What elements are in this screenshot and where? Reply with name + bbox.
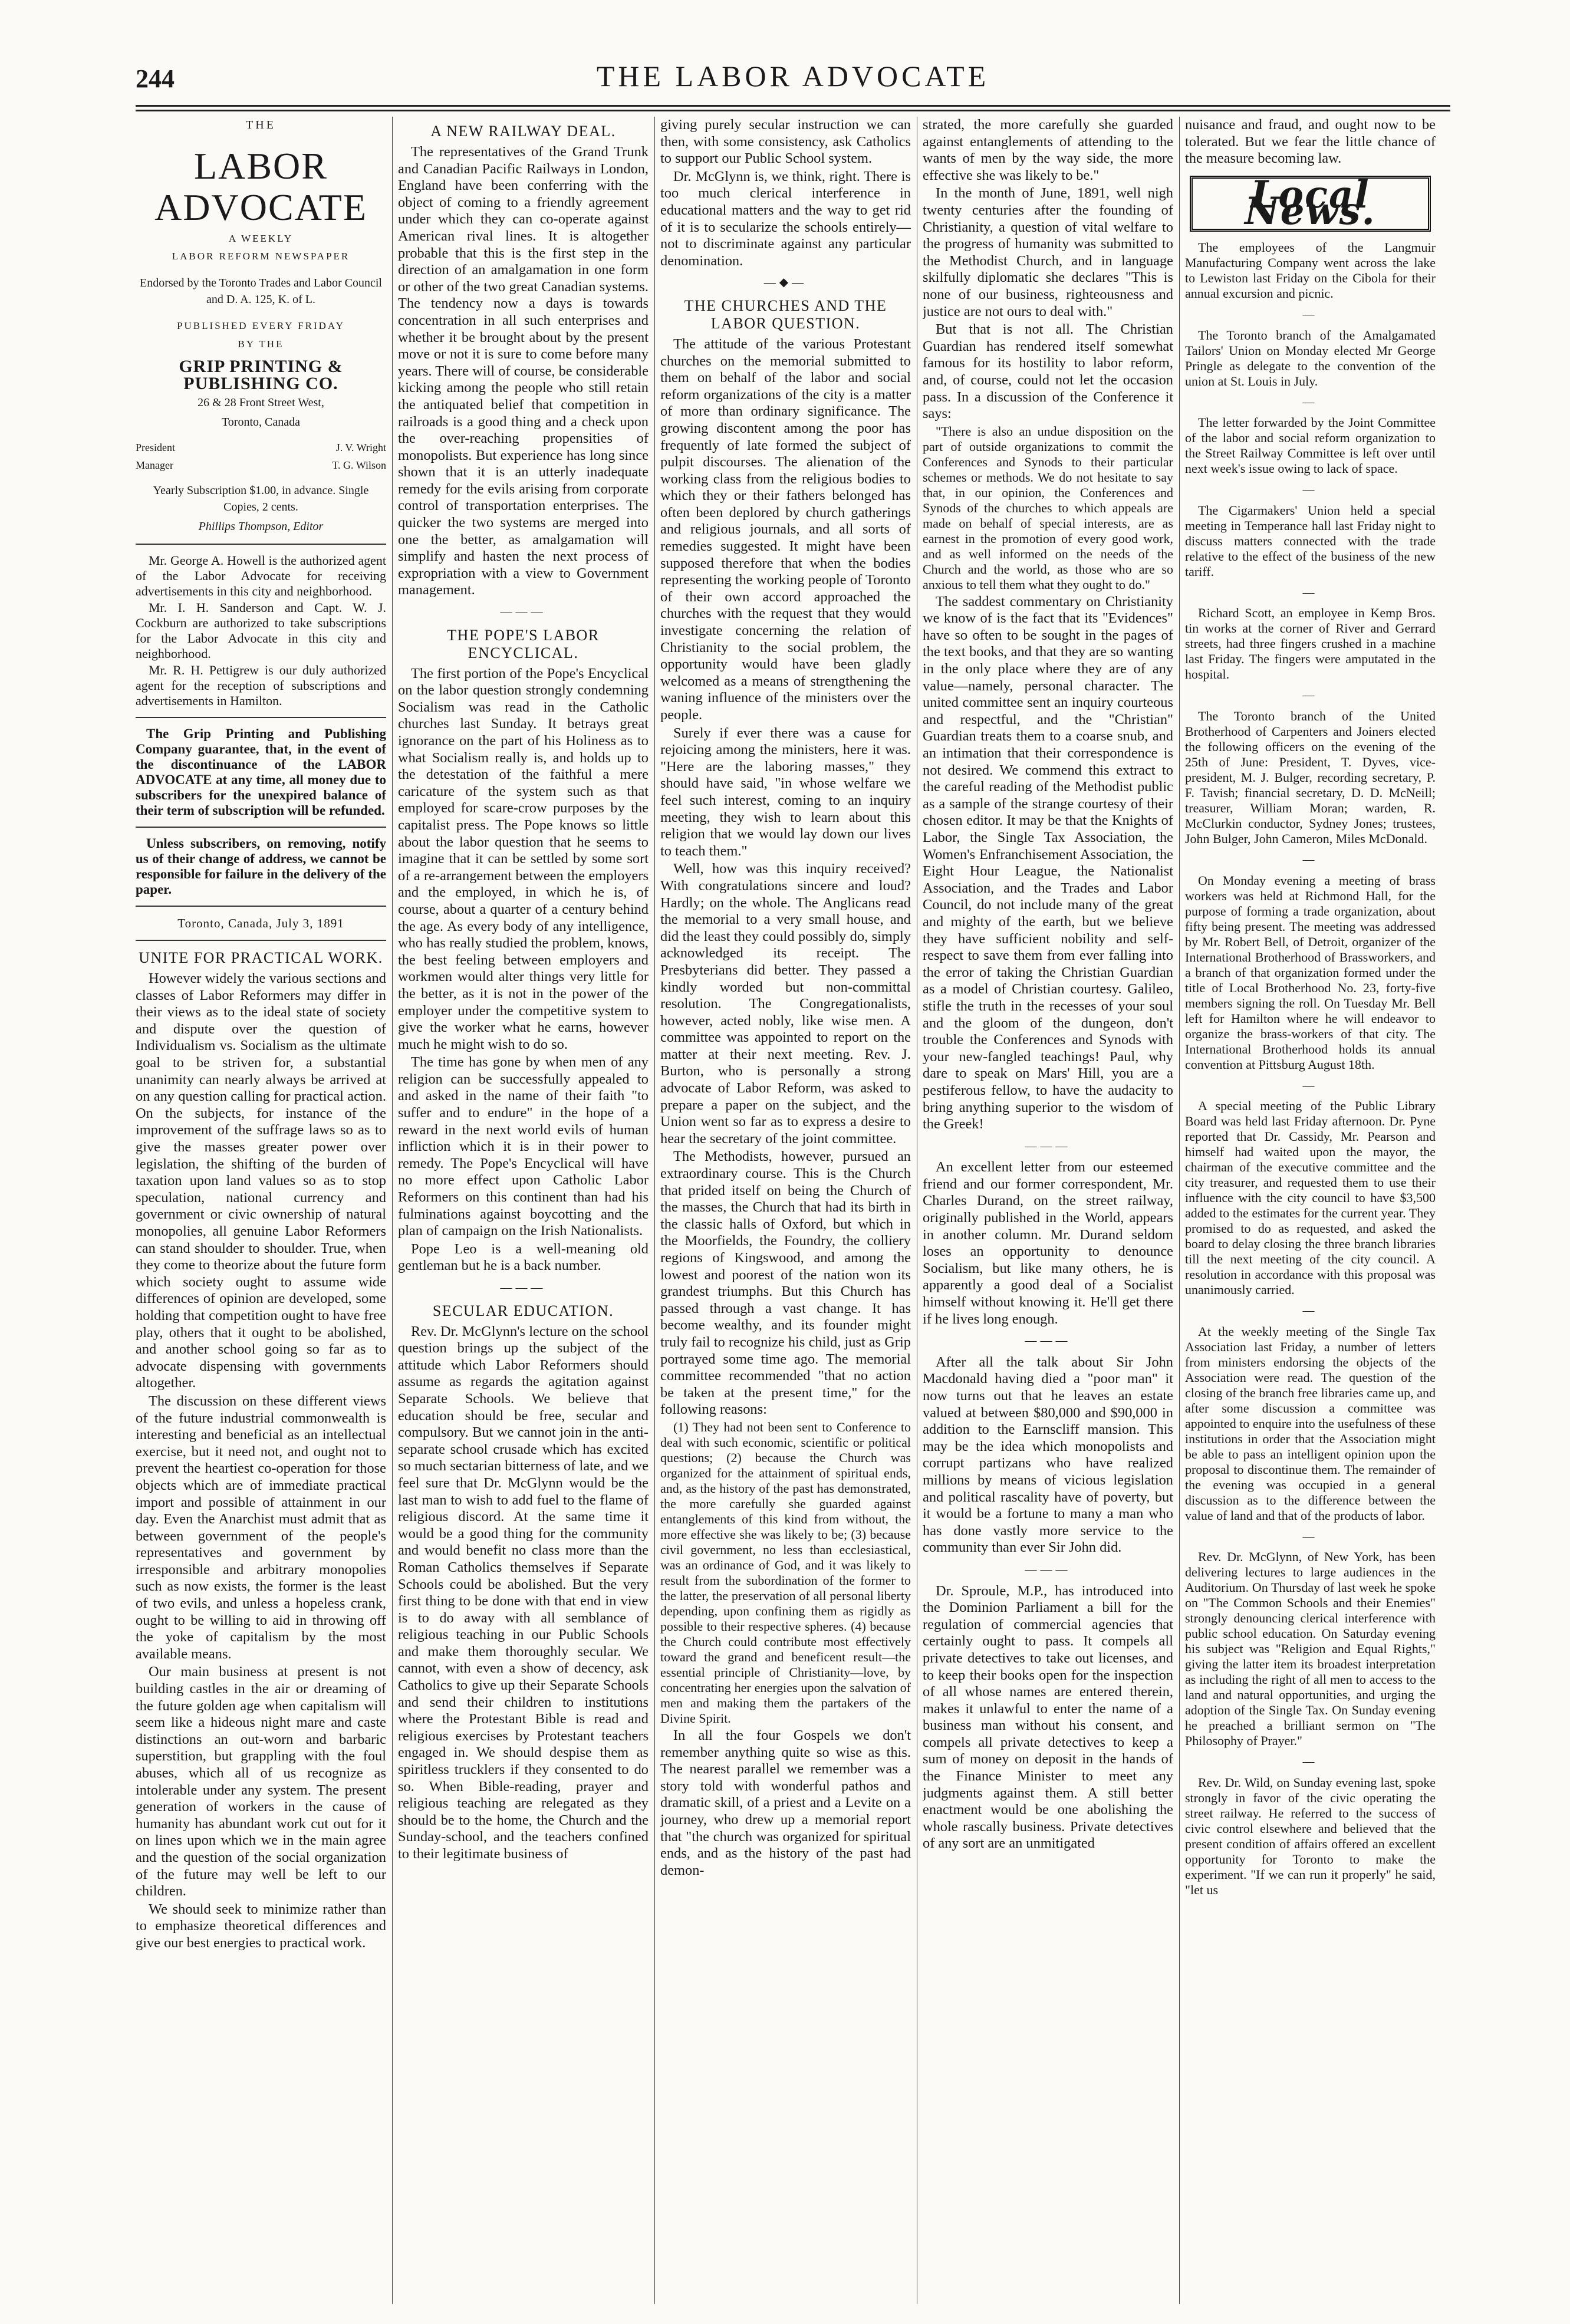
masthead-endorsement: Endorsed by the Toronto Trades and Labor Council and D. A. 125, K. of L. <box>140 276 382 307</box>
president-label: President <box>136 441 175 453</box>
column-rule <box>654 117 655 2304</box>
local-item: The Cigarmakers' Union held a special meeting in Temperance hall last Friday night to discuss matters connected with the trade relative to the effect of the business of the new tariff. <box>1185 502 1436 579</box>
separator: — <box>1302 395 1318 409</box>
article-quote: "There is also an undue disposition on the part of outside organizations to commit the Conferences and Synods to their particular schemes or methods. We do not hesitate to say that, in our opinion, the Conferences and Synods of the churches to which appeals are made on behalf of special interests, are as earnest in the promotion of every good work, and as well informed on the needs of the Church and the world, as those who are so anxious to tell them what they ought to do." <box>923 423 1173 592</box>
masthead-by: BY THE <box>238 338 284 350</box>
headline-churches: THE CHURCHES AND THE LABOR QUESTION. <box>684 297 887 332</box>
local-item: The Toronto branch of the Amalgamated Tailors' Union on Monday elected Mr George Pringle as delegate to the convention of the union at St. Louis in July. <box>1185 327 1436 389</box>
separator: — <box>1302 1755 1318 1769</box>
article-paragraph: But that is not all. The Christian Guardian has rendered itself somewhat famous for its hostility to labor reform, and, of course, could not let the occasion pass. In a discussion of the Conference it says: <box>923 321 1173 422</box>
article-paragraph: nuisance and fraud, and ought now to be tolerated. But we fear the little chance of the measure becoming law. <box>1185 117 1436 167</box>
column-rule <box>1179 117 1180 2304</box>
masthead-editor: Phillips Thompson, Editor <box>198 519 324 533</box>
article-paragraph: Surely if ever there was a cause for rejoicing among the ministers, here it was. "Here are the laboring masses," they should have said, "in whose welfare we feel such interest, coming to an inquiry meeting, they wish to learn about this religion that we would lay down our lives to teach them." <box>660 725 911 859</box>
separator: — <box>1302 852 1318 866</box>
article-paragraph: In the month of June, 1891, well nigh twenty centuries after the founding of Christianity, a question of vital welfare to the progress of humanity was submitted to the Methodist Church, and in language skilfully diplomatic she declares "This is none of our business, righteousness and justice are not ours to deal with." <box>923 185 1173 320</box>
masthead-the: THE <box>246 118 276 131</box>
headline-unite: UNITE FOR PRACTICAL WORK. <box>139 949 383 967</box>
journal-title: THE LABOR ADVOCATE <box>596 60 990 93</box>
article-paragraph: The first portion of the Pope's Encyclical on the labor question strongly condemning Socialism was read in the Catholic churches last Sunday. It betrays great ignorance on the part of his Holiness as to what Socialism really is, and holds up to the detestation of the faithful a mere caricature of the system such as that employed for scare-crow purposes by the capitalist press. The Pope knows so little about the labor question that he seems to imagine that it can be settled by some sort of a re-arrangement between the employers and the employed, in which he is, of course, about a quarter of a century behind the age. As every body of any intelligence, who has really studied the problem, knows, the best feeling between employers and workmen would alter things very little for the better, as it is not in the power of the employer under the competitive system to give the worker what he earns, however much he might wish to do so. <box>398 665 649 1052</box>
guarantee-notice: The Grip Printing and Publishing Company guarantee, that, in the event of the discontinuance of the LABOR ADVOCATE at any time, all money due to subscribers for the unexpired balance of their term of subscription will be refunded. <box>136 726 386 818</box>
separator: — <box>1302 307 1318 321</box>
article-paragraph: The representatives of the Grand Trunk and Canadian Pacific Railways in London, England have been conferring with the object of coming to a friendly agreement under which they can co-operate against American rival lines. It is altogether probable that this is the first step in the direction of an amalgamation in one form or other of the two great Canadian systems. The tendency now a days is towards concentration in all such enterprises and whether it be brought about by the present move or not it is sure to come before many years. There will of course, be considerable kicking among the people who still retain the antiquated belief that competition in railroads is a good thing and a check upon the over-reaching propensities of monopolists. But experience has long since shown that it is an utterly inadequate remedy for the evils arising from corporate control of transportation enterprises. The quicker the two systems are merged into one the better, as amalgamation will simplify and hasten the next process of expropriation with a view to Government management. <box>398 144 649 598</box>
dateline: Toronto, Canada, July 3, 1891 <box>177 916 344 930</box>
masthead-rule <box>136 906 386 907</box>
separator: ——— <box>500 605 547 619</box>
masthead-address: 26 & 28 Front Street West, <box>198 396 324 410</box>
manager-label: Manager <box>136 459 173 472</box>
separator: — <box>1302 1078 1318 1092</box>
article-paragraph: The time has gone by when men of any religion can be successfully appealed to and asked in the name of their faith "to suffer and to endure" in the hope of a reward in the next world evils of human infliction which it is in their power to remedy. The Pope's Encyclical will have no more effect upon Catholic Labor Reformers on this continent than had his fulminations against boycotting and the plan of campaign on the Irish Nationalists. <box>398 1054 649 1239</box>
article-paragraph: giving purely secular instruction we can then, with some consistency, ask Catholics to support our Public School system. <box>660 117 911 167</box>
column-2 <box>398 117 649 2304</box>
article-paragraph: Our main business at present is not building castles in the air or dreaming of the future golden age when capitalism will seem like a hideous night mare and caste distinctions an out-worn and barbaric superstition, but grappling with the foul abuses, which all of us recognize as intolerable under any system. The present generation of workers in the cause of humanity has abundant work cut out for it on lines upon which we in the main agree and the question of the social organization of the future may well be left to our children. <box>136 1664 386 1900</box>
article-paragraph: The saddest commentary on Christianity we know of is the fact that its "Evidences" have so often to be sought in the pages of the text books, and that they are so wanting in the only place where they are of any value—namely, personal character. The united committee sent an inquiry courteous and respectful, and the "Christian" Guardian treats them to a coarse snub, and an intimation that their correspondence is not desired. We commend this extract to the careful reading of the Methodist public as a sample of the strange courtesy of their chosen editor. It may be that the Knights of Labor, the Single Tax Association, the Women's Enfranchisement Association, the Eight Hour League, the Nationalist Association, and the Trades and Labor Council, do not include many of the great and mighty of the earth, but we believe they have sufficient nobility and self-respect to save them from ever falling into the error of taking the Christian Guardian as a model of Christian courtesy. Galileo, stifle the truth in the recesses of your soul and the gloom of the dungeon, don't trouble the Conferences and Synods with your new-fangled teachings! Paul, why dare to speak on Mars' Hill, you are a pestiferous fellow, to have the audacity to bring anything superior to the wisdom of the Greek! <box>923 593 1173 1133</box>
column-3 <box>660 117 911 2304</box>
running-head <box>136 59 1450 100</box>
header-rule-2 <box>136 110 1450 111</box>
article-paragraph: Dr. Sproule, M.P., has introduced into the Dominion Parliament a bill for the regulation of commercial agencies that certainly ought to pass. It compels all private detectives to take out licenses, and to keep their books open for the inspection of all whose names are entered therein, makes it unlawful to enter the name of a business man without his consent, and compels all private detectives to keep a sum of money on deposit in the hands of the Finance Minister to meet any judgments against them. A still better enactment would be one abolishing the whole rascally business. Private detectives of any sort are an unmitigated <box>923 1582 1173 1852</box>
separator: — <box>1302 1529 1318 1543</box>
masthead-city: Toronto, Canada <box>221 415 300 429</box>
article-paragraph: An excellent letter from our esteemed friend and our former correspondent, Mr. Charles Durand, on the street railway, originally published in the World, appears in another column. Mr. Durand seldom loses an opportunity to denounce Socialism, but like many others, he is apparently a good deal of a Socialist himself without knowing it. He'll get there if he lives long enough. <box>923 1159 1173 1327</box>
agent-notice: Mr. R. H. Pettigrew is our duly authorized agent for the reception of subscriptions and advertisements in Hamilton. <box>136 662 386 708</box>
masthead-title: LABOR ADVOCATE <box>154 144 367 228</box>
column-rule <box>392 117 393 2304</box>
separator: ——— <box>1025 1562 1071 1576</box>
masthead-subtitle: LABOR REFORM NEWSPAPER <box>172 251 350 262</box>
local-news-banner <box>1190 172 1431 234</box>
agent-notice: Mr. I. H. Sanderson and Capt. W. J. Cockburn are authorized to take subscriptions for the Labor Advocate in this city and neighborhood. <box>136 600 386 661</box>
masthead-company: GRIP PRINTING & PUBLISHING CO. <box>179 357 343 393</box>
local-item: At the weekly meeting of the Single Tax Association last Friday, a number of letters from ministers endorsing the objects of the Association were read. The question of the closing of the branch free libraries came up, and after some discussion a committee was appointed to enquire into the usefulness of these institutions in order that the Association might be able to pass an intelligent opinion upon the proposal to discontinue them. The remainder of the evening was occupied in a general discussion as to the difference between the value of land and that of the products of labor. <box>1185 1324 1436 1523</box>
article-paragraph: Pope Leo is a well-meaning old gentleman but he is a back number. <box>398 1240 649 1274</box>
masthead-weekly: A WEEKLY <box>228 232 294 244</box>
local-item: Richard Scott, an employee in Kemp Bros. tin works at the corner of River and Gerrard streets, had three fingers crushed in a machine last Friday. The fingers were amputated in the hospital. <box>1185 605 1436 682</box>
masthead-manager-row <box>136 457 386 474</box>
local-item: Rev. Dr. Wild, on Sunday evening last, spoke strongly in favor of the civic operating the street railway. He referred to the success of civic control elsewhere and believed that the present condition of affairs offered an excellent opportunity for Toronto to make the experiment. "If we can run it properly" he said, "let us <box>1185 1775 1436 1897</box>
article-paragraph: Dr. McGlynn is, we think, right. There is too much clerical interference in educational matters and the way to get rid of it is to secularize the schools entirely—not to discriminate against any particular denomination. <box>660 168 911 269</box>
header-rule <box>136 105 1450 107</box>
article-paragraph: Rev. Dr. McGlynn's lecture on the school question brings up the subject of the attitude which Labor Reformers should assume as regards the agitation against Separate Schools. We believe that education should be free, secular and compulsory. But we cannot join in the anti-separate school crusade which has excited so much sectarian bitterness of late, and we feel sure that Dr. McGlynn would be the last man to wish to add fuel to the flame of religious discord. At the same time it would be a good thing for the community and would benefit no class more than the Roman Catholics themselves if Separate Schools could be abolished. But the very first thing to be done with that end in view is to do away with all semblance of religious teaching in our Public Schools and make them thoroughly secular. We cannot, with even a show of decency, ask Catholics to give up their Separate Schools and send their children to institutions where the Protestant Bible is read and religious exercises by Protestant teachers engaged in. We should despise them as spiritless trucklers if they consented to do so. When Bible-reading, prayer and religious teaching are relegated as they should be to the home, the Church and the Sunday-school, and the teachers confined to their legitimate business of <box>398 1323 649 1862</box>
local-item: A special meeting of the Public Library Board was held last Friday afternoon. Dr. Pyne reported that Dr. Cassidy, Mr. Pearson and himself had waited upon the mayor, the chairman of the executive committee and the city treasurer, and requested them to use their influence with the city council to have $3,500 added to the estimates for the current year. They promised to do as requested, and asked the board to delay closing the three branch libraries till the next meeting of the city council. A resolution in accordance with this proposal was unanimously carried. <box>1185 1098 1436 1298</box>
masthead-president-row <box>136 439 386 456</box>
article-paragraph: The discussion on these different views of the future industrial commonwealth is interesting and beneficial as an intellectual exercise, but it need not, and ought not to prevent the heartiest co-operation for those objects which are of immediate practical import and possible of attainment in our day. Even the Anarchist must admit that as between government of the people's representatives and government by irresponsible and arbitrary monopolies such as now exists, the former is the least of two evils, and unless a hopeless crank, ought to be willing to aid in throwing off the yoke of capitalism by the most available means. <box>136 1393 386 1662</box>
separator: — <box>1302 483 1318 496</box>
article-paragraph: (1) They had not been sent to Conference to deal with such economic, scientific or political questions; (2) because the Church was organized for the attainment of spiritual ends, and, as the history of the past has demonstrated, the more carefully she guarded against entanglements of this kind from without, the more effective she was likely to be; (3) because civil government, no less than ecclesiastical, was an ordinance of God, and it was likely to result from the subordination of the former to the latter, the preservation of all personal liberty depending, upon confining them as rigidly as possible to their respective spheres. (4) because the Church could contribute most effectively toward the grand and beneficent result—the essential principle of Christianity—love, by concentrating her energies upon the salvation of men and making them the partakers of the Divine Spirit. <box>660 1419 911 1726</box>
column-5 <box>1185 117 1436 2304</box>
masthead-subscription: Yearly Subscription $1.00, in advance. Single Copies, 2 cents. <box>153 483 369 514</box>
separator: — <box>1302 1304 1318 1318</box>
separator: ——— <box>1025 1334 1071 1348</box>
article-paragraph: However widely the various sections and classes of Labor Reformers may differ in their views as to the ideal state of society and dispute over the question of Individualism vs. Socialism as the ultimate goal to be striven for, a substantial unanimity can nearly always be arrived at on any question calling for practical action. On the subjects, for instance of the improvement of the suffrage laws so as to give the masses greater power over legislation, the shifting of the burden of taxation upon land values so as to stop speculation, national currency and government or civic ownership of natural monopolies, all genuine Labor Reformers can stand shoulder to shoulder. True, when they come to theorize about the future form which society ought to assume wide differences of opinion are developed, some holding that competition ought to have free play, others that it ought to be abolished, and another school going so far as to advocate dispensing with governments altogether. <box>136 970 386 1391</box>
masthead-rule <box>136 940 386 941</box>
local-item: The employees of the Langmuir Manufacturing Company went across the lake to Lewiston last Friday on the Cibola for their annual excursion and picnic. <box>1185 239 1436 301</box>
manager-name: T. G. Wilson <box>332 459 386 472</box>
masthead-published: PUBLISHED EVERY FRIDAY <box>177 320 345 331</box>
masthead-rule <box>136 827 386 828</box>
unless-notice: Unless subscribers, on removing, notify us of their change of address, we cannot be responsible for failure in the delivery of the paper. <box>136 835 386 897</box>
headline-railway: A NEW RAILWAY DEAL. <box>430 123 616 140</box>
article-paragraph: After all the talk about Sir John Macdonald having died a "poor man" it now turns out that he leaves an estate valued at between $80,000 and $90,000 in addition to the Earnscliff mansion. This may be the idea which monopolists and corrupt partizans who have realized millions by means of vicious legislation and political rascality have of poverty, but it would be a fortune to many a man who has done vastly more service to the community than ever Sir John did. <box>923 1354 1173 1556</box>
headline-secular: SECULAR EDUCATION. <box>432 1302 614 1319</box>
article-paragraph: strated, the more carefully she guarded against entanglements of attending to the wants of men by the way side, the more effective she was likely to be." <box>923 117 1173 183</box>
article-paragraph: The attitude of the various Protestant churches on the memorial submitted to them on behalf of the labor and social reform organizations of the city is a matter of more than ordinary significance. The growing discontent among the poor has frequently of late formed the subject of pulpit discourses. The alienation of the working class from the religious bodies to which they or their fathers belonged has often been deplored by church gatherings and religious journals, and all sorts of remedies suggested. It might have been supposed therefore that when the bodies representing the working people of Toronto of their own accord approached the churches with the request that they would investigate concerning the relation of Christianity to the social problem, the opportunity would have been gladly welcomed as a means of strengthening the waning influence of the ministers over the people. <box>660 335 911 723</box>
page-number: 244 <box>136 64 175 93</box>
local-news-title: Local News. <box>1245 172 1376 234</box>
article-paragraph: Well, how was this inquiry received? With congratulations sincere and loud? Hardly; on the whole. The Anglicans read the memorial to a very small house, and did the least they could possibly do, simply acknowledged its receipt. The Presbyterians did better. They passed a kindly worded but non-committal resolution. The Congregationalists, however, acted nobly, like wise men. A committee was appointed to report on the matter at their next meeting. Rev. J. Burton, who is personally a strong advocate of Labor Reform, was asked to prepare a paper on the subject, and the Union went so far as to express a desire to hear the secretary of the joint committee. <box>660 861 911 1147</box>
column-4 <box>923 117 1173 2304</box>
agent-notice: Mr. George A. Howell is the authorized agent of the Labor Advocate for receiving advertisements in this city and neighborhood. <box>136 552 386 598</box>
local-item: The letter forwarded by the Joint Committee of the labor and social reform organization to the Street Railway Committee is left over until next week's issue owing to lack of space. <box>1185 415 1436 476</box>
masthead-rule <box>136 717 386 718</box>
column-1 <box>136 117 386 2304</box>
president-name: J. V. Wright <box>335 441 386 453</box>
local-item: Rev. Dr. McGlynn, of New York, has been delivering lectures to large audiences in the Auditorium. On Thursday of last week he spoke on "The Common Schools and their Enemies" strongly denouncing clerical interference with public school education. On Saturday evening his subject was "Religion and Equal Rights," giving the latter item its broadest interpretation as including the right of all men to access to the land and natural opportunities, and urging the adoption of the Single Tax. On Sunday evening he preached a brilliant sermon on "The Philosophy of Prayer." <box>1185 1549 1436 1749</box>
separator: — <box>1302 585 1318 599</box>
separator: ——— <box>1025 1139 1071 1153</box>
masthead-rule <box>136 544 386 545</box>
local-item: On Monday evening a meeting of brass workers was held at Richmond Hall, for the purpose of forming a trade organization, about fifty being present. The meeting was addressed by Mr. Robert Bell, of Detroit, organizer of the International Brotherhood of Brassworkers, and a branch of that organization formed under the title of Local Brotherhood No. 23, forty-five members signing the roll. On Tuesday Mr. Bell left for Hamilton where he will endeavor to organize the brass-workers of that city. The International Brotherhood holds its annual convention at Pittsburg August 18th. <box>1185 873 1436 1072</box>
separator: — <box>1302 689 1318 702</box>
article-paragraph: In all the four Gospels we don't remember anything quite so wise as this. The nearest parallel we remember was a story told with wonderful pathos and dramatic skill, of a priest and a Levite on a journey, who drew up a memorial report that "the church was organized for spiritual ends, and as the history of the past had demon- <box>660 1727 911 1878</box>
separator: —◆— <box>763 276 808 289</box>
headline-encyclical: THE POPE'S LABOR ENCYCLICAL. <box>447 626 600 661</box>
article-paragraph: The Methodists, however, pursued an extraordinary course. This is the Church that prided itself on being the Church of the masses, the Church that had its birth in the classic halls of Oxford, but which in the Moorfields, the Foundry, the colliery regions of Kingswood, and among the lowest and poorest of the nation won its grandest triumphs. But this Church has passed through a vast change. It has become wealthy, and its founder might truly fail to recognize his child, just as Grip portrayed some time ago. The memorial committee recommended "that no action be taken at the present time," for the following reasons: <box>660 1148 911 1418</box>
local-item: The Toronto branch of the United Brotherhood of Carpenters and Joiners elected the following officers on the evening of the 25th of June: President, T. Dyves, vice-president, M. J. Bulger, recording secretary, P. F. Tavish; financial secretary, D. D. McNeill; treasurer, William Moran; warden, R. McClurkin conductor, Sydney Jones; trustees, John Bulger, John Cameron, Miles McDonald. <box>1185 708 1436 846</box>
separator: ——— <box>500 1281 547 1294</box>
article-paragraph: We should seek to minimize rather than to emphasize theoretical differences and give our best energies to practical work. <box>136 1901 386 1951</box>
